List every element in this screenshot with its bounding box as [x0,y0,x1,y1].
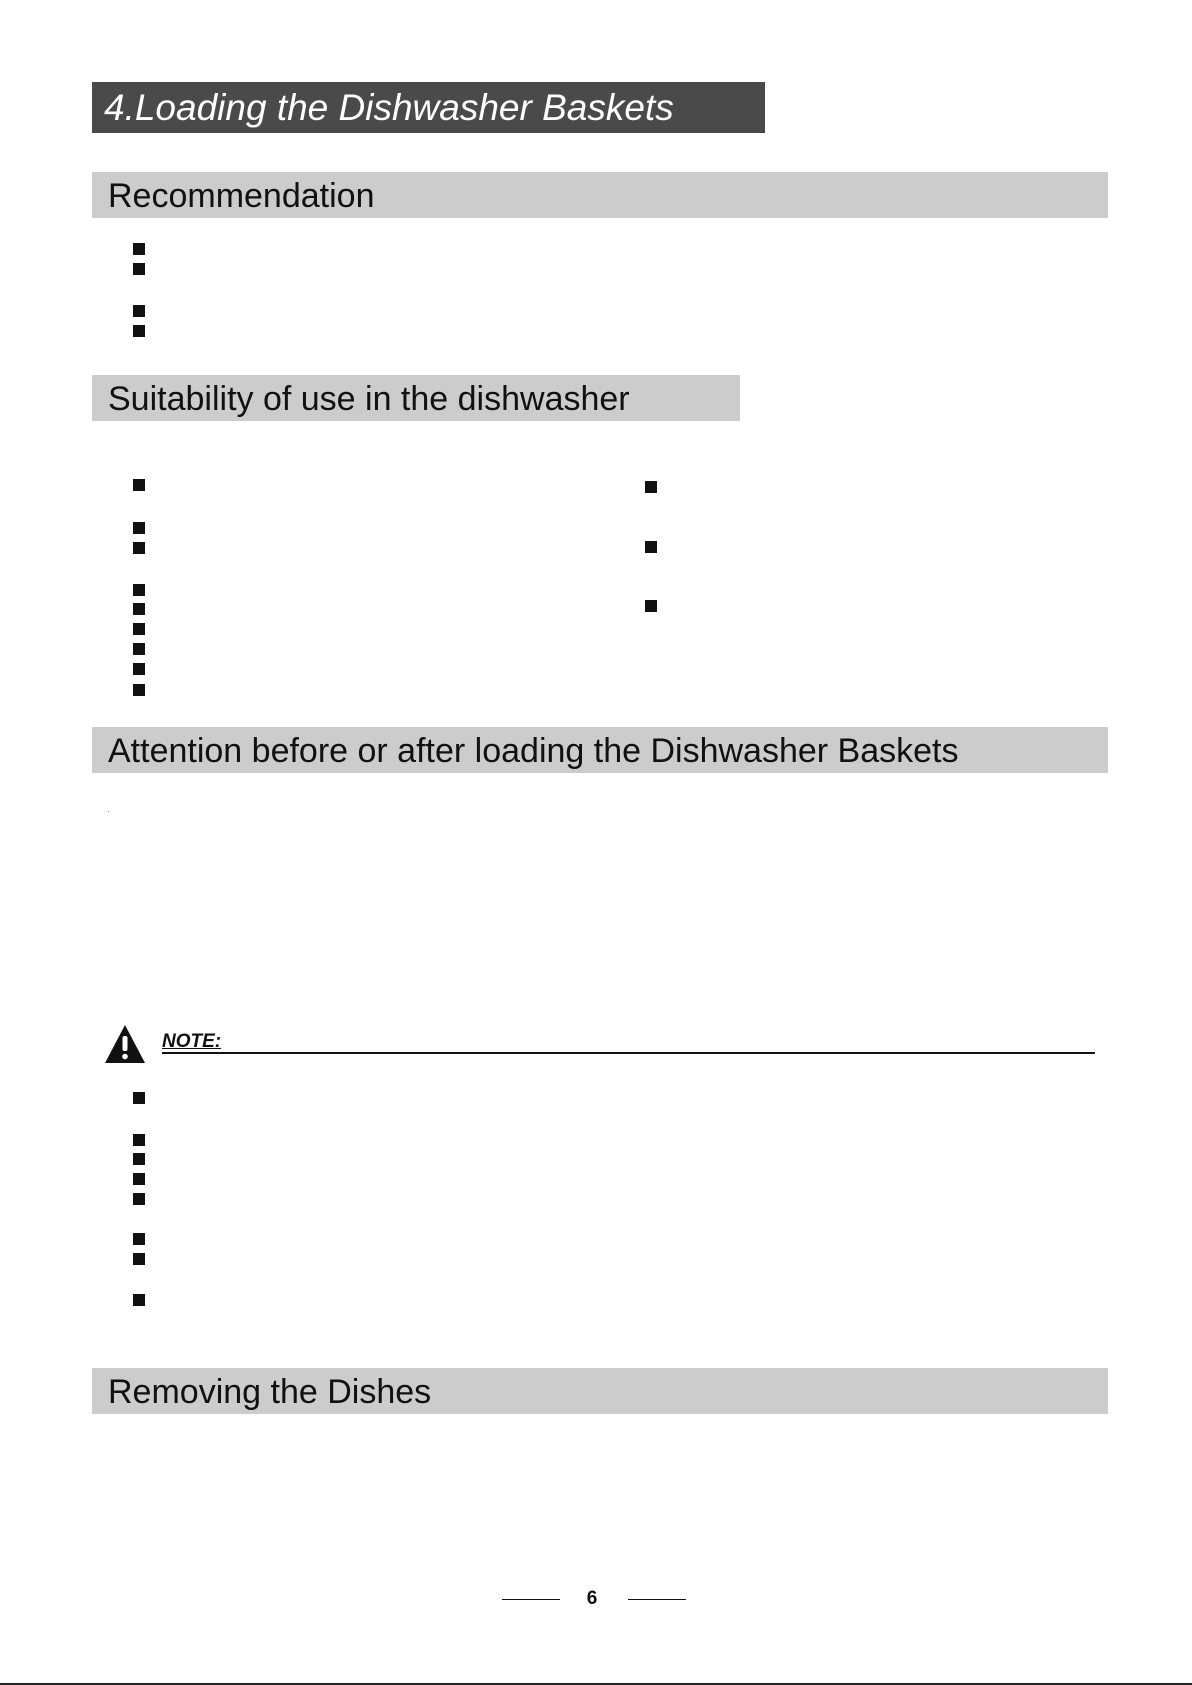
note-divider [162,1052,1095,1054]
section-header-recommendation: Recommendation [92,172,1108,218]
list-bullet [133,305,145,317]
scan-speck [108,811,109,812]
list-bullet [133,479,145,491]
note-label: NOTE: [162,1031,222,1052]
section-header-attention: Attention before or after loading the Dishwasher Baskets [92,727,1108,773]
page-number: 6 [586,1588,598,1609]
page-title: 4.Loading the Dishwasher Baskets [92,82,765,133]
list-bullet [645,481,657,493]
list-bullet [133,1233,145,1245]
list-bullet [133,1092,145,1104]
list-bullet [133,603,145,615]
list-bullet [133,1173,145,1185]
section-header-suitability: Suitability of use in the dishwasher [92,375,740,421]
list-bullet [133,325,145,337]
list-bullet [133,643,145,655]
list-bullet [133,684,145,696]
list-bullet [133,243,145,255]
section-header-removing: Removing the Dishes [92,1368,1108,1414]
list-bullet [133,1294,145,1306]
list-bullet [133,663,145,675]
warning-triangle-icon [104,1024,146,1064]
list-bullet [133,1253,145,1265]
footer-rule-left [502,1599,560,1600]
list-bullet [133,522,145,534]
list-bullet [133,623,145,635]
list-bullet [645,600,657,612]
list-bullet [133,1134,145,1146]
list-bullet [133,542,145,554]
list-bullet [133,1193,145,1205]
list-bullet [133,263,145,275]
list-bullet [133,584,145,596]
list-bullet [133,1153,145,1165]
footer-rule-right [628,1599,686,1600]
list-bullet [645,541,657,553]
